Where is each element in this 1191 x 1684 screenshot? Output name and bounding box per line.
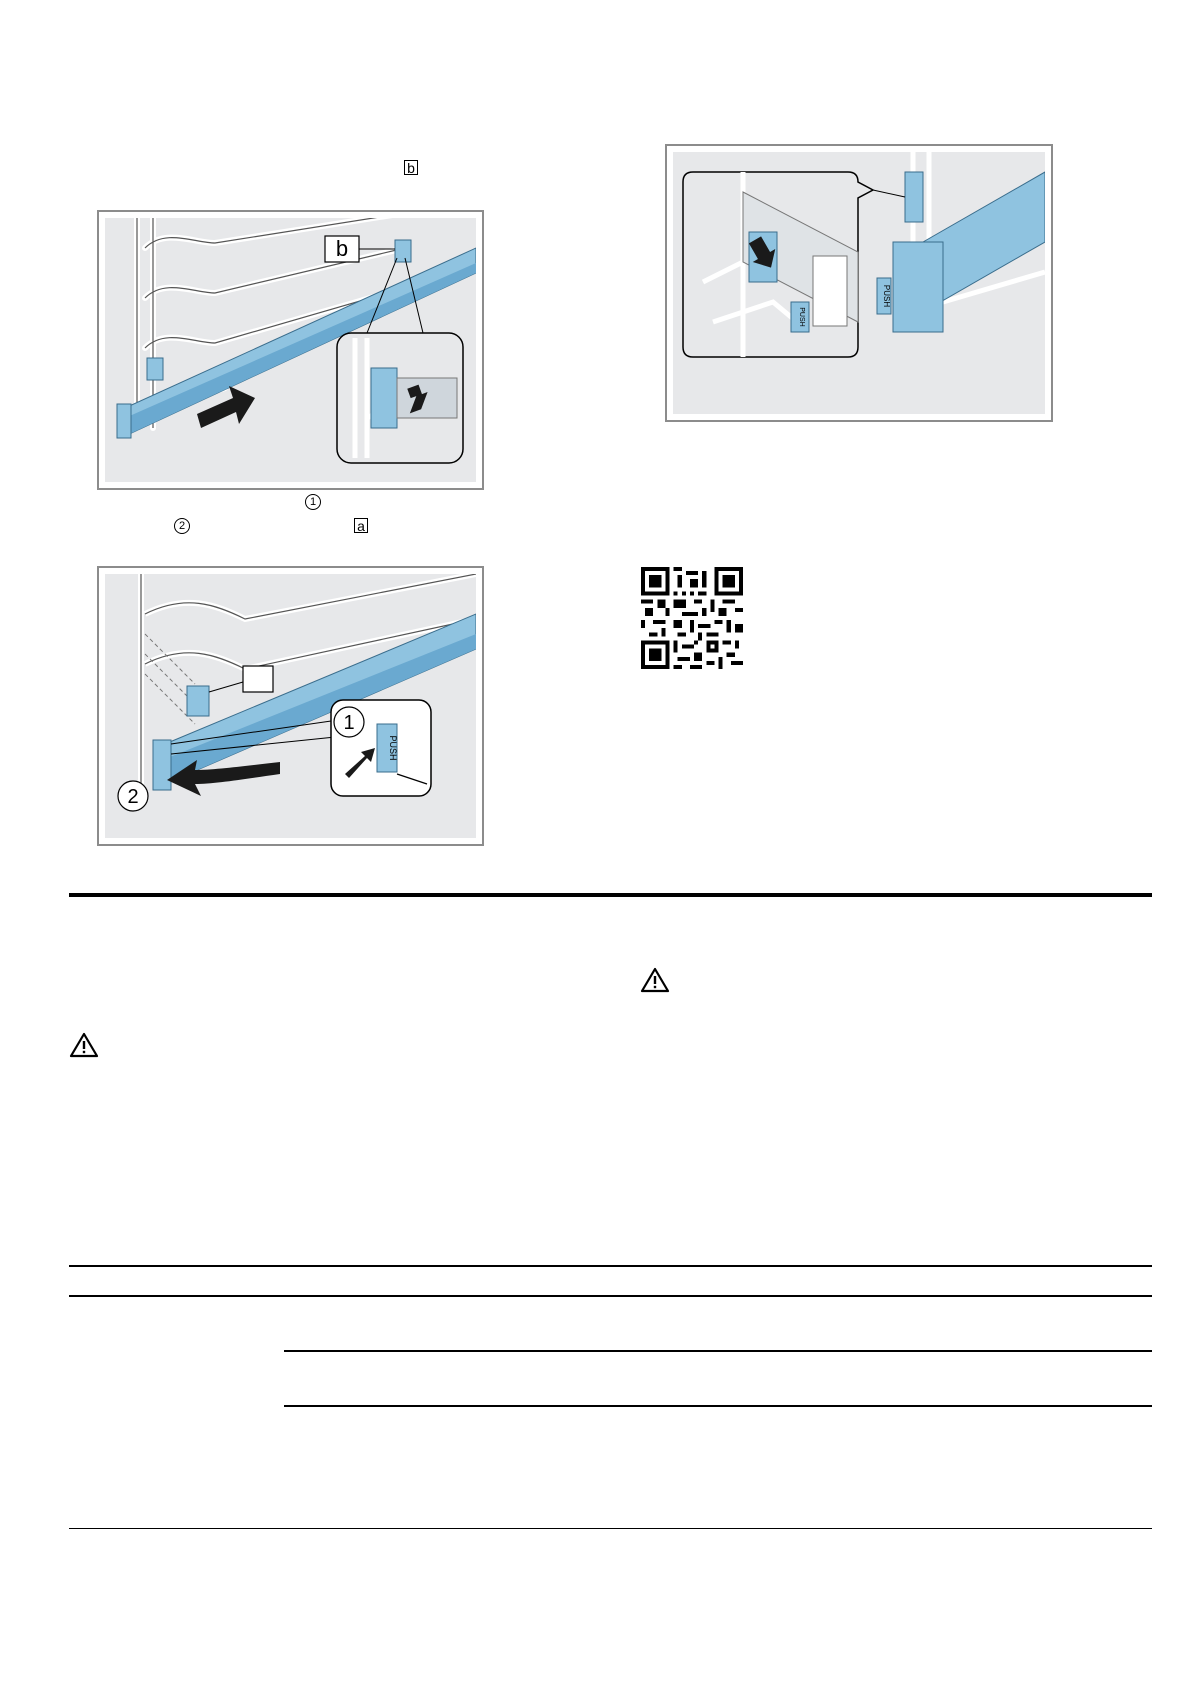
ref-b-marker: b [404,160,418,175]
figure-rail-release [97,566,484,846]
push-label-inset: PUSH [798,307,805,327]
qr-code-graphic [641,567,743,669]
warning-triangle-icon [640,967,670,993]
push-clip-illustration [673,152,1045,414]
rail-insert-illustration [105,218,476,482]
section-divider [69,893,1152,897]
table-header-rule [69,1295,1152,1297]
push-label: PUSH [388,735,398,761]
table-bottom-rule [69,1528,1152,1529]
rail-release-illustration [105,574,476,838]
table-top-rule [69,1265,1152,1267]
figure-push-clip [665,144,1053,422]
callout-step-1: 1 [343,712,355,734]
step-1-marker: 1 [305,494,321,510]
qr-code [641,567,743,669]
ref-a-marker: a [354,518,368,533]
step-2-marker: 2 [174,518,190,534]
push-label-main: PUSH [882,284,891,308]
table-inner-rule [284,1405,1152,1407]
warning-triangle-icon [69,1032,99,1058]
callout-letter-b: b [335,236,349,261]
callout-step-2: 2 [127,786,139,808]
table-inner-rule [284,1350,1152,1352]
figure-rail-insert [97,210,484,490]
